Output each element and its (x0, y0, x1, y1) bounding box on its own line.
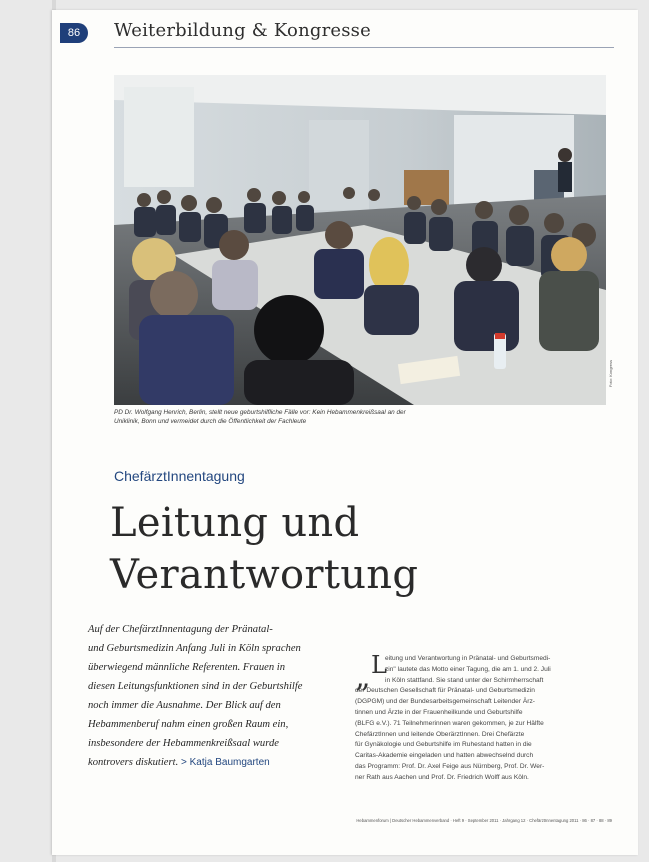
photo-credit: Foto: Kongress (608, 360, 613, 388)
author-prefix: > (178, 757, 190, 768)
lead-line: diesen Leitungsfunktionen sind in der Geburtshilfe (88, 681, 303, 692)
body-line: in Köln stattfand. Sie stand unter der Schirmherrschaft (385, 676, 544, 684)
author-name: Katja Baumgarten (189, 757, 270, 768)
body-line: Caritas-Akademie eingeladen und hatten abwechselnd durch (355, 752, 534, 760)
page-number-badge: 86 (60, 23, 88, 43)
body-line: (BLFG e.V.). 71 Teilnehmerinnen waren gekommen, je zur Hälfte (355, 719, 544, 727)
photo-caption (114, 408, 454, 426)
body-line: zin" lautete das Motto einer Tagung, die am 1. und 2. Juli (385, 665, 551, 673)
lead-line: noch immer die Ausnahme. Der Blick auf den (88, 700, 281, 711)
headline-line: Leitung und (110, 500, 360, 546)
section-title: Weiterbildung & Kongresse (114, 20, 371, 41)
article-headline (110, 497, 530, 601)
body-line: das Programm: Prof. Dr. Axel Feige aus Nürnberg, Prof. Dr. Wer- (355, 762, 545, 770)
drop-cap: L (371, 651, 387, 679)
body-line: eitung und Verantwortung in Pränatal- und Geburtsmedi- (385, 655, 551, 662)
body-line: ner Rath aus Aachen und Prof. Dr. Friedrich Wolff aus Köln. (355, 773, 529, 781)
conference-photo (114, 75, 606, 405)
headline-line: Verantwortung (110, 552, 419, 598)
conference-photo-image (114, 75, 606, 405)
body-line: für Gynäkologie und Geburtshilfe im Ruhestand hatten in die (355, 741, 532, 749)
lead-line: Auf der ChefärztInnentagung der Pränatal- (88, 624, 273, 635)
lead-line: und Geburtsmedizin Anfang Juli in Köln sprachen (88, 643, 301, 654)
photo-caption-line: Uniklinik, Bonn und vermeidet durch die Öffentlichkeit der Fachleute (114, 418, 307, 425)
body-line: (DGPGM) und der Bundesarbeitsgemeinschaft Leitender Ärz- (355, 698, 535, 706)
lead-line: Hebammenberuf nahm einen großen Raum ein, (88, 719, 289, 730)
lead-line: überwiegend männliche Referenten. Frauen in (88, 662, 286, 673)
article-kicker: ChefärztInnentagung (114, 468, 245, 484)
lead-line-text: kontrovers diskutiert. (88, 757, 179, 768)
lead-line (88, 753, 336, 772)
body-line: der Deutschen Gesellschaft für Pränatal- und Geburtsmedizin (355, 687, 535, 695)
article-body (355, 651, 613, 784)
lead-line: insbesondere der Hebammenkreißsaal wurde (88, 738, 279, 749)
body-line: ChefärztInnen und leitende OberärztInnen. Drei Chefärzte (355, 730, 525, 738)
body-line: tinnen und Ärzte in der Frauenheilkunde und Geburtshilfe (355, 708, 523, 716)
section-rule (114, 47, 614, 48)
quote-mark: „ (355, 660, 371, 695)
article-lead (88, 620, 336, 772)
photo-caption-line: PD Dr. Wolfgang Henrich, Berlin, stellt neue geburtshilfliche Fälle vor: Kein Hebammenkreißsaal an der (114, 409, 406, 416)
page-footer: Hebammenforum | Deutscher Hebammenverband · Heft 9 · September 2011 · Jahrgang 12 · ChefärztInnentagung 2011 · 86 · 87 · 88 · 89 (356, 818, 612, 823)
